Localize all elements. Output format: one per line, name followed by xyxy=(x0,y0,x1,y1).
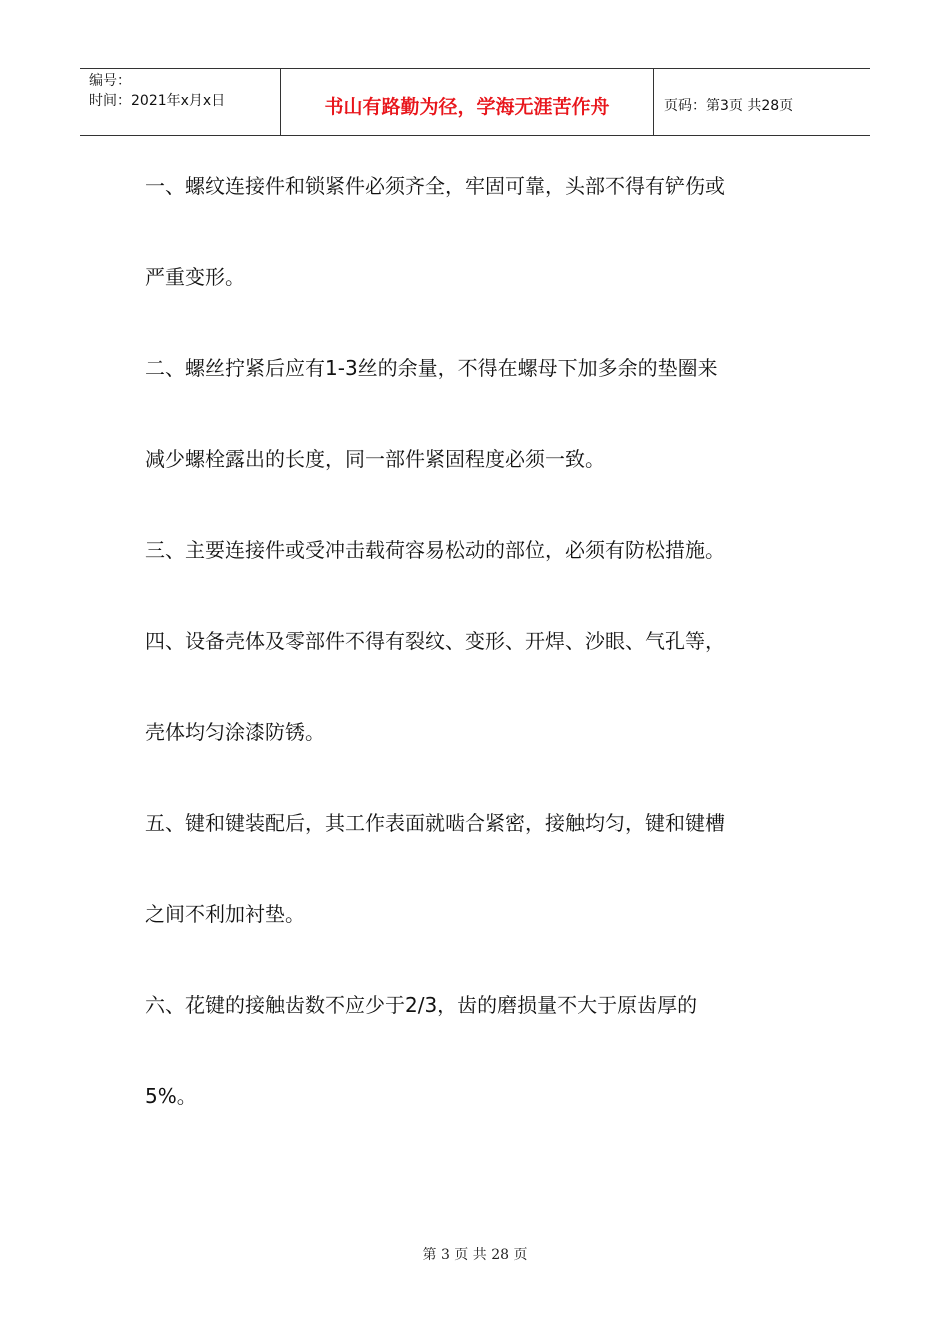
document-body xyxy=(145,156,845,1157)
header-meta xyxy=(80,69,281,135)
body-line: 减少螺栓露出的长度，同一部件紧固程度必须一致。 xyxy=(145,447,605,471)
body-line: 壳体均匀涂漆防锈。 xyxy=(145,720,325,744)
body-line: 5%。 xyxy=(145,1084,197,1108)
body-line: 四、设备壳体及零部件不得有裂纹、变形、开焊、沙眼、气孔等， xyxy=(145,629,725,653)
body-line: 一、螺纹连接件和锁紧件必须齐全，牢固可靠，头部不得有铲伤或 xyxy=(145,174,725,198)
header-page-info: 页码：第3页 共28页 xyxy=(664,98,794,114)
page-header xyxy=(80,68,870,136)
body-line: 二、螺丝拧紧后应有1-3丝的余量，不得在螺母下加多余的垫圈来 xyxy=(145,356,718,380)
document-number-label: 编号： xyxy=(89,73,131,89)
body-line: 之间不利加衬垫。 xyxy=(145,902,305,926)
document-date: 时间：2021年x月x日 xyxy=(89,93,226,109)
page-footer: 第 3 页 共 28 页 xyxy=(422,1247,528,1263)
header-motto: 书山有路勤为径，学海无涯苦作舟 xyxy=(281,69,654,135)
body-line: 五、键和键装配后，其工作表面就啮合紧密，接触均匀，键和键槽 xyxy=(145,811,725,835)
body-line: 严重变形。 xyxy=(145,265,245,289)
body-line: 六、花键的接触齿数不应少于2/3，齿的磨损量不大于原齿厚的 xyxy=(145,993,698,1017)
body-line: 三、主要连接件或受冲击载荷容易松动的部位，必须有防松措施。 xyxy=(145,538,725,562)
